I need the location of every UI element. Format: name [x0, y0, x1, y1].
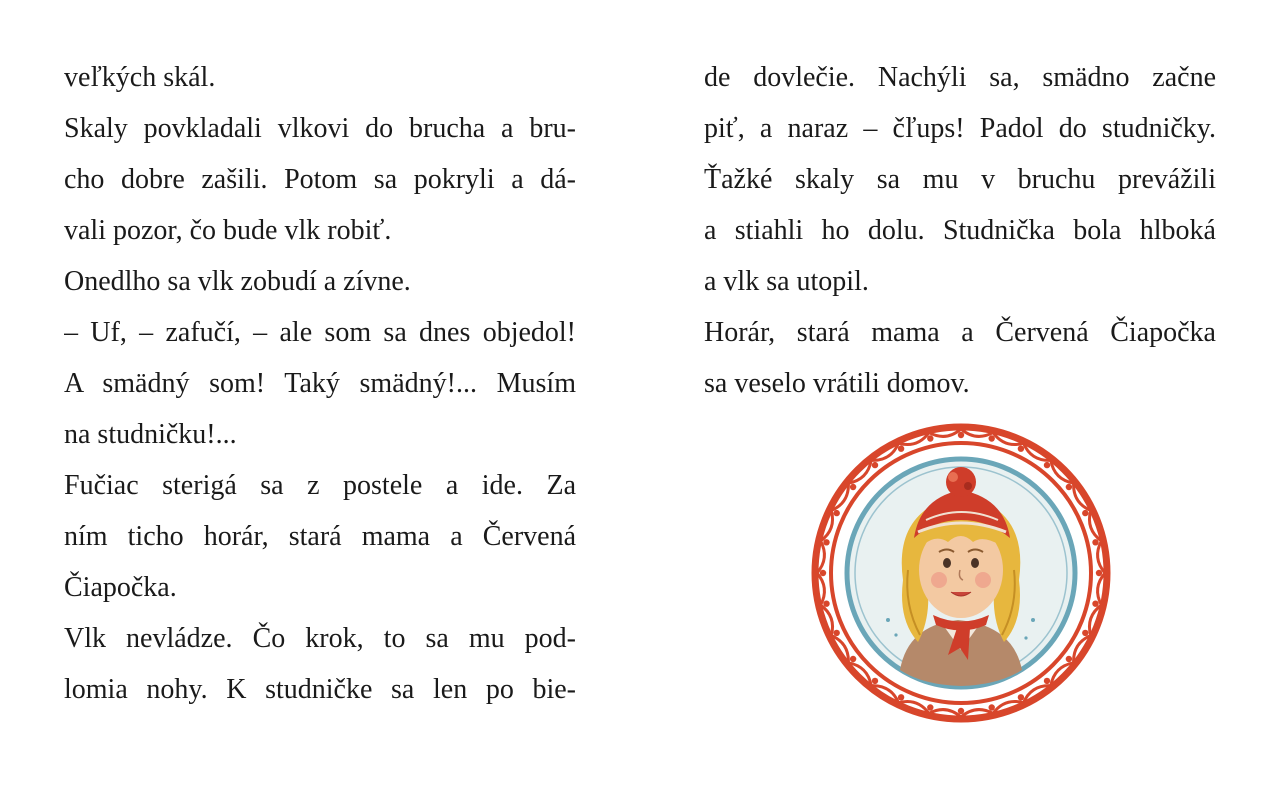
text-line: Skaly povkladali vlkovi do brucha a bru- [64, 113, 576, 144]
text-line: Onedlho sa vlk zobudí a zívne. [64, 266, 411, 297]
text-line: sa veselo vrátili domov. [704, 368, 970, 399]
text-line: ním ticho horár, stará mama a Červená [64, 521, 576, 552]
text-line: na studničku!... [64, 419, 237, 450]
text-line: Čiapočka. [64, 572, 177, 603]
text-line: Ťažké skaly sa mu v bruchu prevážili [704, 164, 1216, 195]
text-line: – Uf, – zafučí, – ale som sa dnes objedol! [64, 317, 576, 348]
text-line: piť, a naraz – čľups! Padol do studničky. [704, 113, 1216, 144]
left-text-column [64, 52, 576, 715]
text-line: cho dobre zašili. Potom sa pokryli a dá- [64, 164, 576, 195]
text-line: Fučiac sterigá sa z postele a ide. Za [64, 470, 576, 501]
text-line: lomia nohy. K studničke sa len po bie- [64, 674, 576, 705]
text-line: a vlk sa utopil. [704, 266, 869, 297]
text-line: veľkých skál. [64, 62, 216, 93]
text-line: A smädný som! Taký smädný!... Musím [64, 368, 576, 399]
text-line: vali pozor, čo bude vlk robiť. [64, 215, 392, 246]
right-text-column [704, 52, 1216, 409]
text-line: a stiahli ho dolu. Studnička bola hlboká [704, 215, 1216, 246]
text-line: Vlk nevládze. Čo krok, to sa mu pod- [64, 623, 576, 654]
right-page [640, 0, 1280, 800]
text-line: Horár, stará mama a Červená Čiapočka [704, 317, 1216, 348]
text-line: de dovlečie. Nachýli sa, smädno začne [704, 62, 1216, 93]
little-red-riding-hood-medallion-icon [808, 420, 1114, 726]
